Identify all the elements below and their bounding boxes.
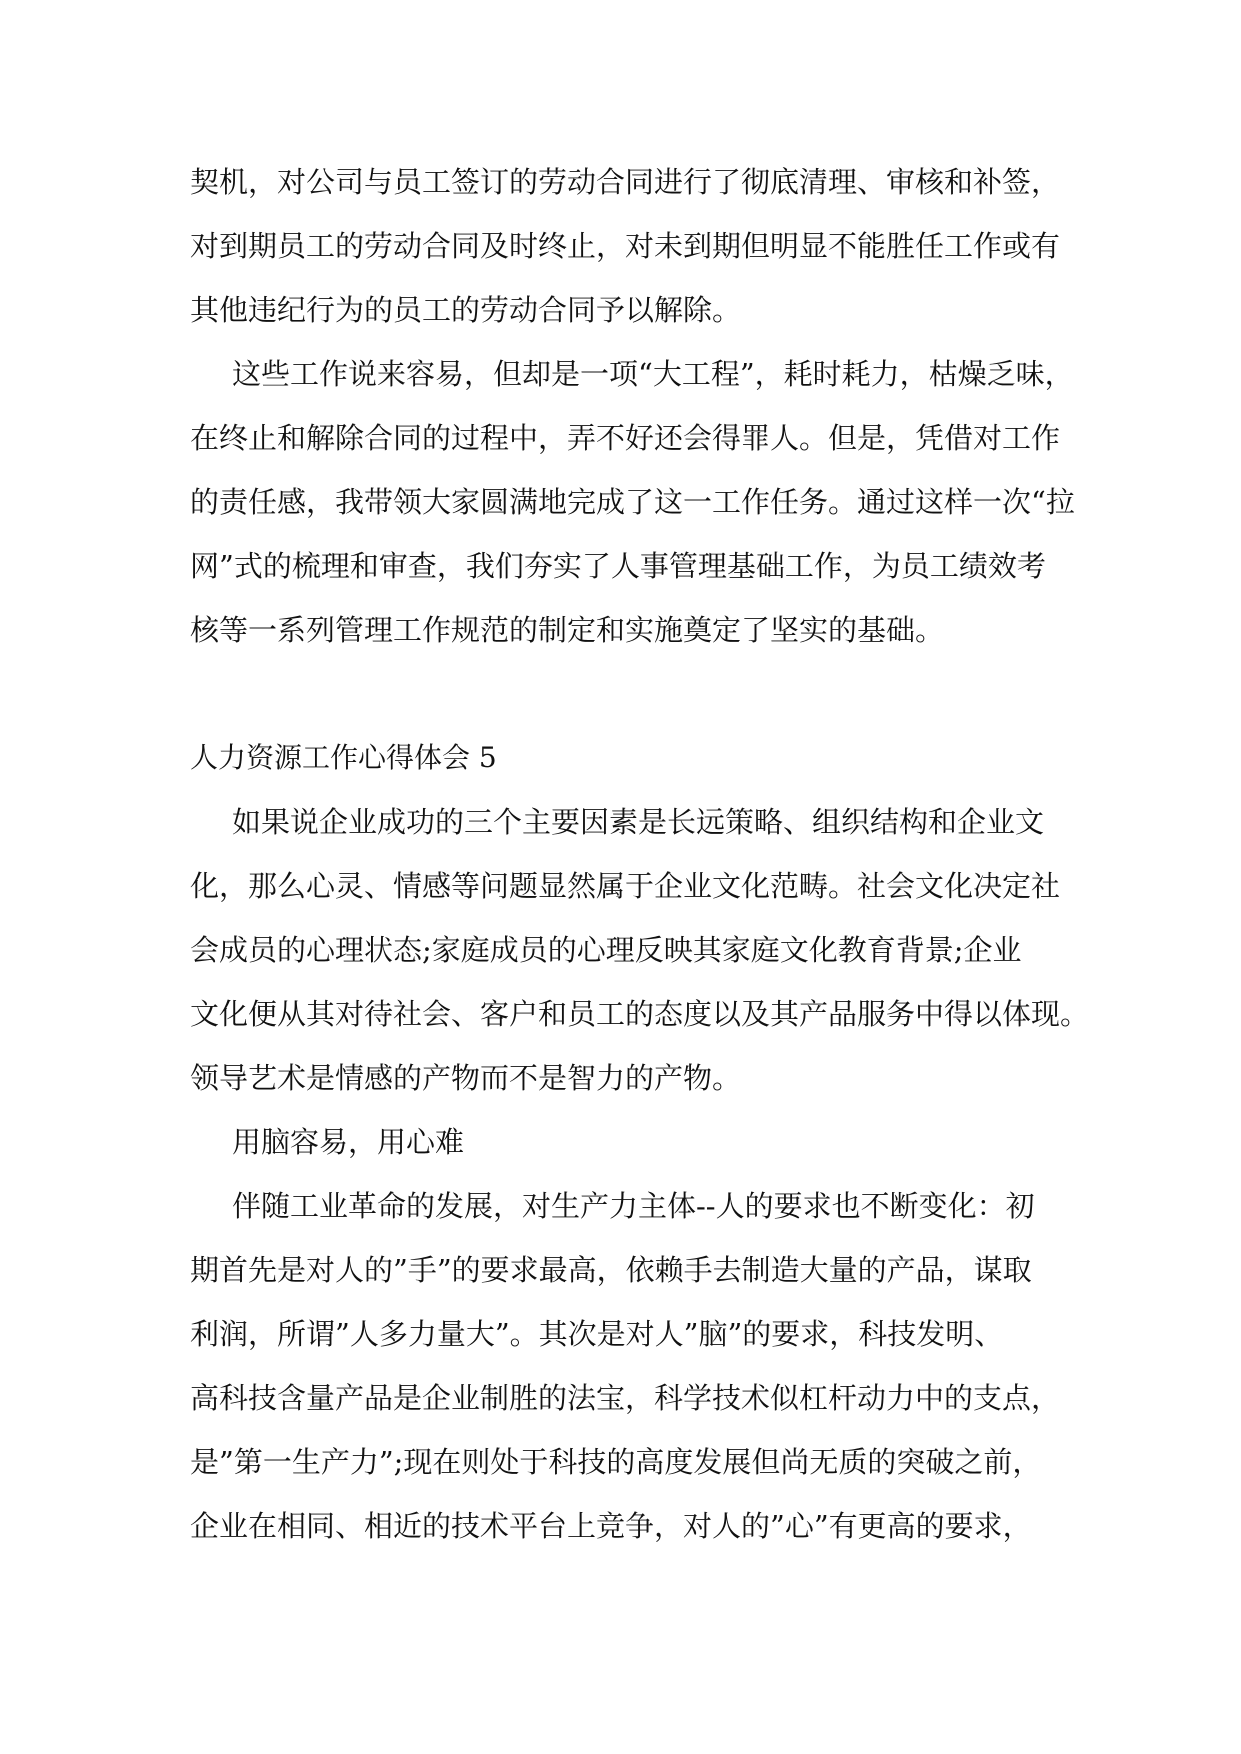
paragraph-line: 对到期员工的劳动合同及时终止，对未到期但明显不能胜任工作或有 [190, 229, 1061, 263]
paragraph-line: 期首先是对人的”手”的要求最高，依赖手去制造大量的产品，谋取 [190, 1253, 1032, 1287]
paragraph-line: 网”式的梳理和审查，我们夯实了人事管理基础工作，为员工绩效考 [190, 549, 1046, 583]
paragraph-line: 的责任感，我带领大家圆满地完成了这一工作任务。通过这样一次“拉 [190, 485, 1075, 519]
paragraph-line: 领导艺术是情感的产物而不是智力的产物。 [190, 1061, 742, 1095]
paragraph-corporate-culture [190, 790, 1090, 1110]
paragraph-line: 企业在相同、相近的技术平台上竞争，对人的”心”有更高的要求， [190, 1509, 1032, 1543]
paragraph-industrial-revolution [190, 1174, 1062, 1558]
subheading: 用脑容易，用心难 [232, 1125, 465, 1159]
paragraph-line: 高科技含量产品是企业制胜的法宝，科学技术似杠杆动力中的支点， [190, 1381, 1061, 1415]
paragraph-line: 这些工作说来容易，但却是一项“大工程”，耗时耗力，枯燥乏味， [232, 357, 1074, 391]
paragraph-contract-cleanup [190, 150, 1062, 342]
paragraph-line: 其他违纪行为的员工的劳动合同予以解除。 [190, 293, 742, 327]
paragraph-line: 是”第一生产力”;现在则处于科技的高度发展但尚无质的突破之前， [190, 1445, 1042, 1479]
paragraph-line: 在终止和解除合同的过程中，弄不好还会得罪人。但是，凭借对工作 [190, 421, 1061, 455]
section-heading: 人力资源工作心得体会 5 [190, 741, 497, 774]
paragraph-line: 会成员的心理状态;家庭成员的心理反映其家庭文化教育背景;企业 [190, 933, 1022, 967]
paragraph-line: 核等一系列管理工作规范的制定和实施奠定了坚实的基础。 [190, 613, 945, 647]
section-spacer [190, 662, 1062, 726]
paragraph-line: 化，那么心灵、情感等问题显然属于企业文化范畴。社会文化决定社 [190, 869, 1061, 903]
paragraph-line: 伴随工业革命的发展，对生产力主体--人的要求也不断变化：初 [232, 1189, 1035, 1223]
paragraph-line: 利润，所谓”人多力量大”。其次是对人”脑”的要求，科技发明、 [190, 1317, 1004, 1351]
paragraph-line: 如果说企业成功的三个主要因素是长远策略、组织结构和企业文 [232, 805, 1045, 839]
paragraph-line: 契机，对公司与员工签订的劳动合同进行了彻底清理、审核和补签， [190, 165, 1061, 199]
paragraph-line: 文化便从其对待社会、客户和员工的态度以及其产品服务中得以体现。 [190, 997, 1090, 1031]
document-body [190, 150, 1090, 1558]
paragraph-big-project [190, 342, 1075, 662]
